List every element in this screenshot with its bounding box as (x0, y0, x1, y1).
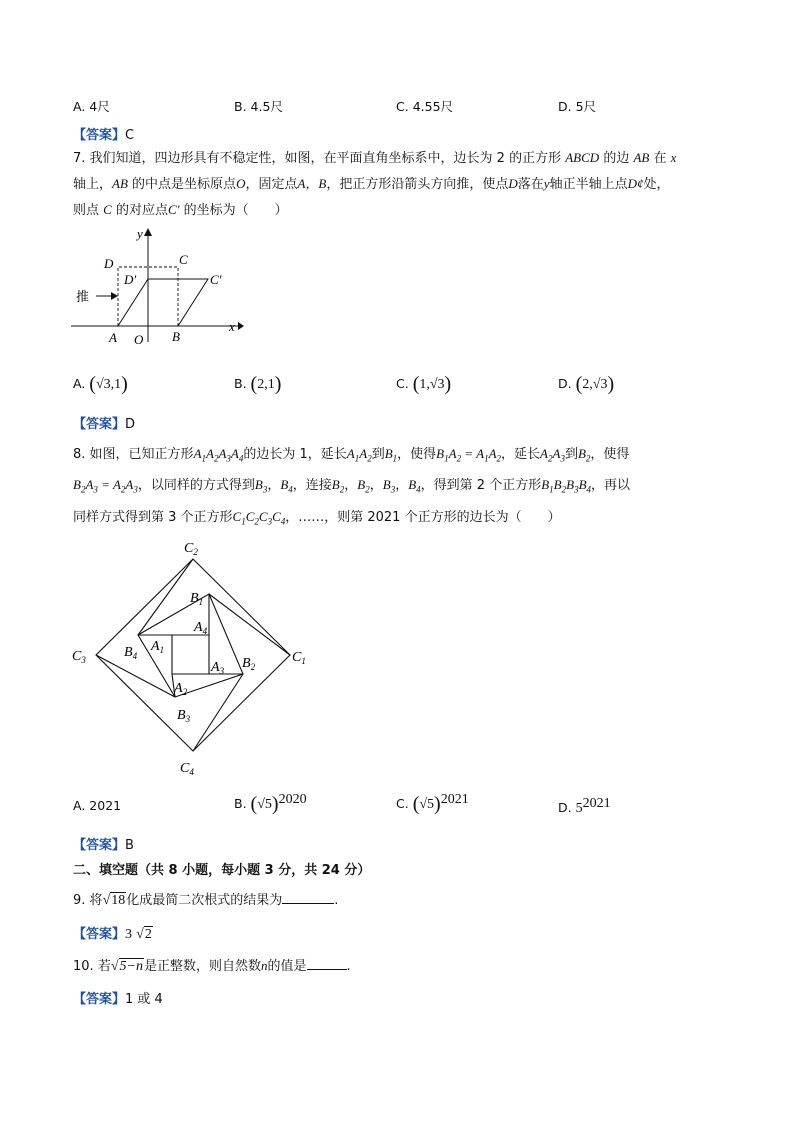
label-B1: $B_1$ (190, 591, 204, 607)
q7-option-a: A. (√3,1) (73, 373, 128, 395)
label-push: 推 (76, 289, 90, 304)
q6-answer: 【答案】C (73, 128, 135, 143)
label-A4: $A_4$ (194, 620, 208, 636)
label-Dprime: D′ (124, 272, 137, 287)
label-A3: $A_3$ (211, 660, 225, 676)
q8-option-b: B. $(√5)^{2020}$ (234, 792, 307, 816)
label-O: O (134, 332, 144, 347)
q7-answer: 【答案】D (73, 417, 136, 432)
push-arrow-head (111, 292, 118, 300)
label-B: B (172, 329, 180, 344)
q7-line-3: 则点 C 的对应点C′ 的坐标为（ ） (73, 202, 288, 218)
q8-line-1: 8. 如图，已知正方形$A_1A_2A_3A_4$的边长为 1，延长$A_1A_2$到$B_1$，使得$B_1A_2 = A_1A_2$，延长$A_2A_3$到$B_2$，使得 (73, 446, 630, 464)
q10-answer: 【答案】1 或 4 (73, 992, 163, 1007)
label-A1: $A_1$ (151, 639, 165, 655)
q7-figure (66, 222, 256, 350)
label-A2: $A_2$ (174, 681, 188, 697)
q9-blank[interactable] (282, 903, 334, 904)
q7-line-1: 7. 我们知道，四边形具有不稳定性，如图，在平面直角坐标系中，边长为 2 的正方形 ABCD 的边 AB 在 x (73, 150, 677, 166)
q9-question: 9. 将√18化成最简二次根式的结果为 . (73, 893, 339, 908)
label-x: x (229, 319, 235, 334)
q6-option-d: D. 5尺 (558, 99, 597, 114)
label-C: C (179, 252, 188, 267)
q8-option-a: A. 2021 (73, 798, 122, 813)
section-title: 二、填空题（共 8 小题，每小题 3 分，共 24 分） (73, 863, 371, 878)
label-B4: $B_4$ (124, 645, 138, 661)
q7-option-c: C. (1,√3) (396, 373, 452, 395)
label-Cprime: C′ (210, 272, 222, 287)
q6-option-a: A. 4尺 (73, 99, 110, 114)
q10-question: 10. 若√5−n是正整数，则自然数n的值是 . (73, 958, 351, 974)
q6-option-c: C. 4.55尺 (396, 99, 454, 114)
q8-answer: 【答案】B (73, 838, 134, 853)
q6-option-b: B. 4.5尺 (234, 99, 283, 114)
label-y: y (137, 226, 143, 241)
q7-option-b: B. (2,1) (234, 373, 282, 395)
y-axis-arrow (144, 228, 152, 236)
label-C4: $C_4$ (180, 761, 194, 777)
label-C1: $C_1$ (292, 650, 306, 666)
q7-line-2: 轴上，AB 的中点是坐标原点O，固定点A，B，把正方形沿箭头方向推，使点D落在y轴正半轴上点D¢处， (73, 176, 670, 192)
square-A (172, 635, 209, 674)
q8-option-d: D. $5^{2021}$ (558, 796, 611, 817)
q10-blank[interactable] (307, 969, 347, 970)
q9-answer: 【答案】3 √2 (73, 927, 152, 942)
label-B2: $B_2$ (242, 656, 256, 672)
q8-option-c: C. $(√5)^{2021}$ (396, 792, 469, 816)
q8-figure (68, 537, 318, 777)
q7-option-d: D. (2,√3) (558, 373, 615, 395)
label-D: D (104, 256, 114, 271)
q8-line-2: $B_2A_3 = A_2A_3$，以同样的方式得到$B_3$，$B_4$，连接$B_2$，$B_2$，$B_3$，$B_4$，得到第 2 个正方形$B_1B_2B_3B_4$，再以 (73, 477, 631, 495)
label-A: A (109, 330, 117, 345)
q8-line-3: 同样方式得到第 3 个正方形$C_1C_2C_3C_4$，……，则第 2021 个正方形的边长为（ ） (73, 509, 561, 527)
label-B3: $B_3$ (177, 708, 191, 724)
label-C3: $C_3$ (72, 649, 86, 665)
label-C2: $C_2$ (184, 541, 198, 557)
x-axis-arrow (238, 322, 244, 330)
